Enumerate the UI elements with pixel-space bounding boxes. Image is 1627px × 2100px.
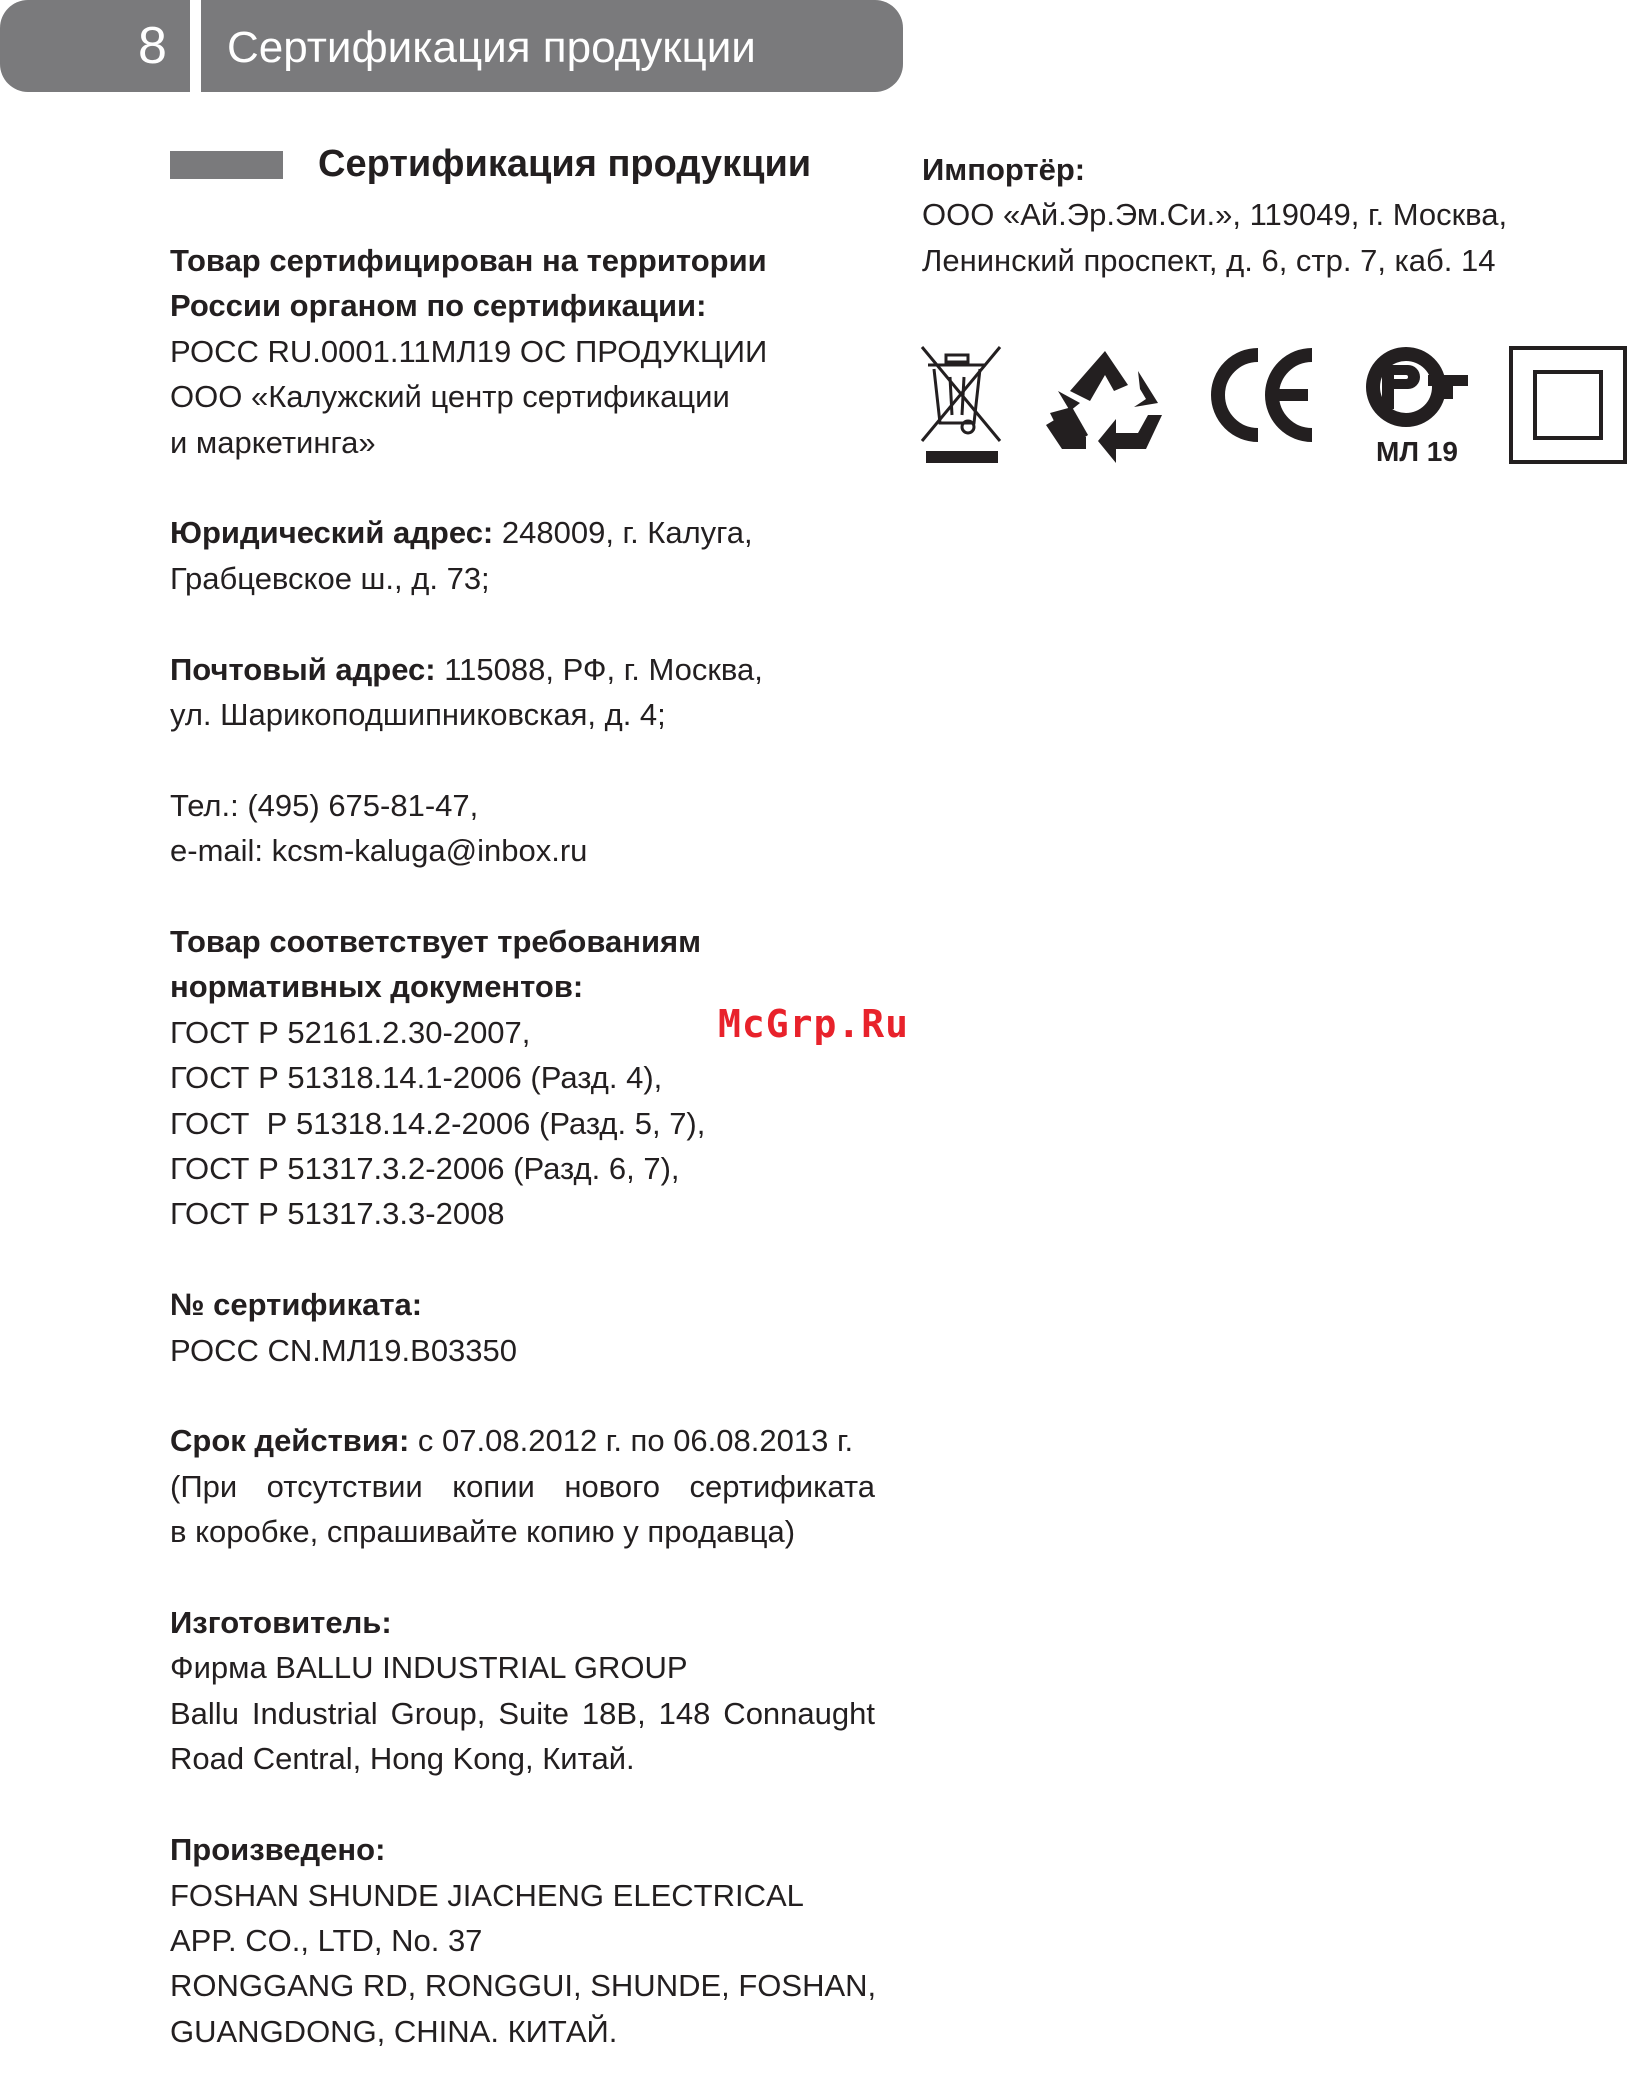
standard-item: ГОСТ Р 51318.14.2-2006 (Разд. 5, 7), (170, 1105, 706, 1141)
email-text: e-mail: kcsm-kaluga@inbox.ru (170, 833, 588, 869)
standard-item: ГОСТ Р 51318.14.1-2006 (Разд. 4), (170, 1060, 663, 1096)
recycling-icon (1042, 345, 1168, 463)
validity-line (170, 1418, 875, 1463)
legal-address-block (170, 510, 875, 601)
produced-label: Произведено: (170, 1832, 386, 1868)
certification-body: РОСС RU.0001.11МЛ19 ОС ПРОДУКЦИИ (170, 333, 768, 369)
certification-intro: России органом по сертификации: (170, 288, 707, 324)
legal-address-line (170, 510, 875, 555)
produced-line: APP. CO., LTD, No. 37 (170, 1922, 483, 1958)
certificate-block (170, 1282, 875, 1373)
standards-block (170, 919, 875, 1237)
legal-address-label: Юридический адрес: (170, 515, 494, 551)
manufacturer-label: Изготовитель: (170, 1605, 392, 1641)
certification-block (170, 238, 875, 465)
legal-address-value: Грабцевское ш., д. 73; (170, 560, 490, 596)
section-bar (170, 151, 283, 179)
standard-item: ГОСТ Р 52161.2.30-2007, (170, 1014, 531, 1050)
standard-item: ГОСТ Р 51317.3.3-2008 (170, 1196, 505, 1232)
contacts-block (170, 783, 875, 874)
validity-value: с 07.08.2012 г. по 06.08.2013 г. (409, 1423, 854, 1459)
page-number: 8 (138, 17, 167, 75)
certificate-number: РОСС CN.МЛ19.В03350 (170, 1332, 518, 1368)
standards-heading: нормативных документов: (170, 969, 584, 1005)
right-column (922, 147, 1602, 283)
header-title: Сертификация продукции (227, 23, 756, 72)
double-insulation-icon (1509, 346, 1627, 464)
section-title: Сертификация продукции (318, 143, 812, 185)
standards-heading: Товар соответствует требованиям (170, 924, 702, 960)
manufacturer-line: Фирма BALLU INDUSTRIAL GROUP (170, 1650, 688, 1686)
rst-code: МЛ 19 (1376, 436, 1458, 467)
manufacturer-line: Road Central, Hong Kong, Китай. (170, 1741, 635, 1777)
produced-block (170, 1827, 875, 2054)
weee-crossed-bin-icon (920, 345, 1004, 465)
left-column (170, 238, 875, 2100)
validity-note: (При отсутствии копии нового сертификата (170, 1468, 875, 1504)
importer-line: ООО «Ай.Эр.Эм.Си.», 119049, г. Москва, (922, 197, 1508, 233)
header-separator (190, 0, 201, 92)
produced-line: RONGGANG RD, RONGGUI, SHUNDE, FOSHAN, (170, 1968, 877, 2004)
postal-address-value: 115088, РФ, г. Москва, (435, 651, 763, 687)
watermark-text: McGrp.Ru (718, 1002, 910, 1046)
postal-address-label: Почтовый адрес: (170, 651, 436, 687)
certification-body: ООО «Калужский центр сертификации (170, 379, 730, 415)
importer-label: Импортёр: (922, 152, 1086, 187)
validity-block (170, 1418, 875, 1554)
postal-address-value: ул. Шарикоподшипниковская, д. 4; (170, 697, 666, 733)
manufacturer-line: Ballu Industrial Group, Suite 18B, 148 Connaught (170, 1695, 875, 1731)
produced-line: FOSHAN SHUNDE JIACHENG ELECTRICAL (170, 1877, 804, 1913)
produced-line: GUANGDONG, CHINA. КИТАЙ. (170, 2013, 618, 2049)
rst-mark-icon (1362, 345, 1472, 429)
importer-line: Ленинский проспект, д. 6, стр. 7, каб. 14 (922, 242, 1496, 278)
phone-text: Тел.: (495) 675-81-47, (170, 787, 479, 823)
standard-item: ГОСТ Р 51317.3.2-2006 (Разд. 6, 7), (170, 1151, 680, 1187)
validity-note: в коробке, спрашивайте копию у продавца) (170, 1514, 796, 1550)
certificate-label: № сертификата: (170, 1287, 423, 1323)
legal-address-value: 248009, г. Калуга, (493, 515, 753, 551)
certification-intro: Товар сертифицирован на территории (170, 243, 767, 278)
manufacturer-block (170, 1600, 875, 1782)
ce-mark-icon (1206, 345, 1320, 445)
postal-address-block (170, 647, 875, 738)
postal-address-line (170, 647, 875, 692)
validity-label: Срок действия: (170, 1423, 410, 1459)
certification-body: и маркетинга» (170, 424, 376, 460)
